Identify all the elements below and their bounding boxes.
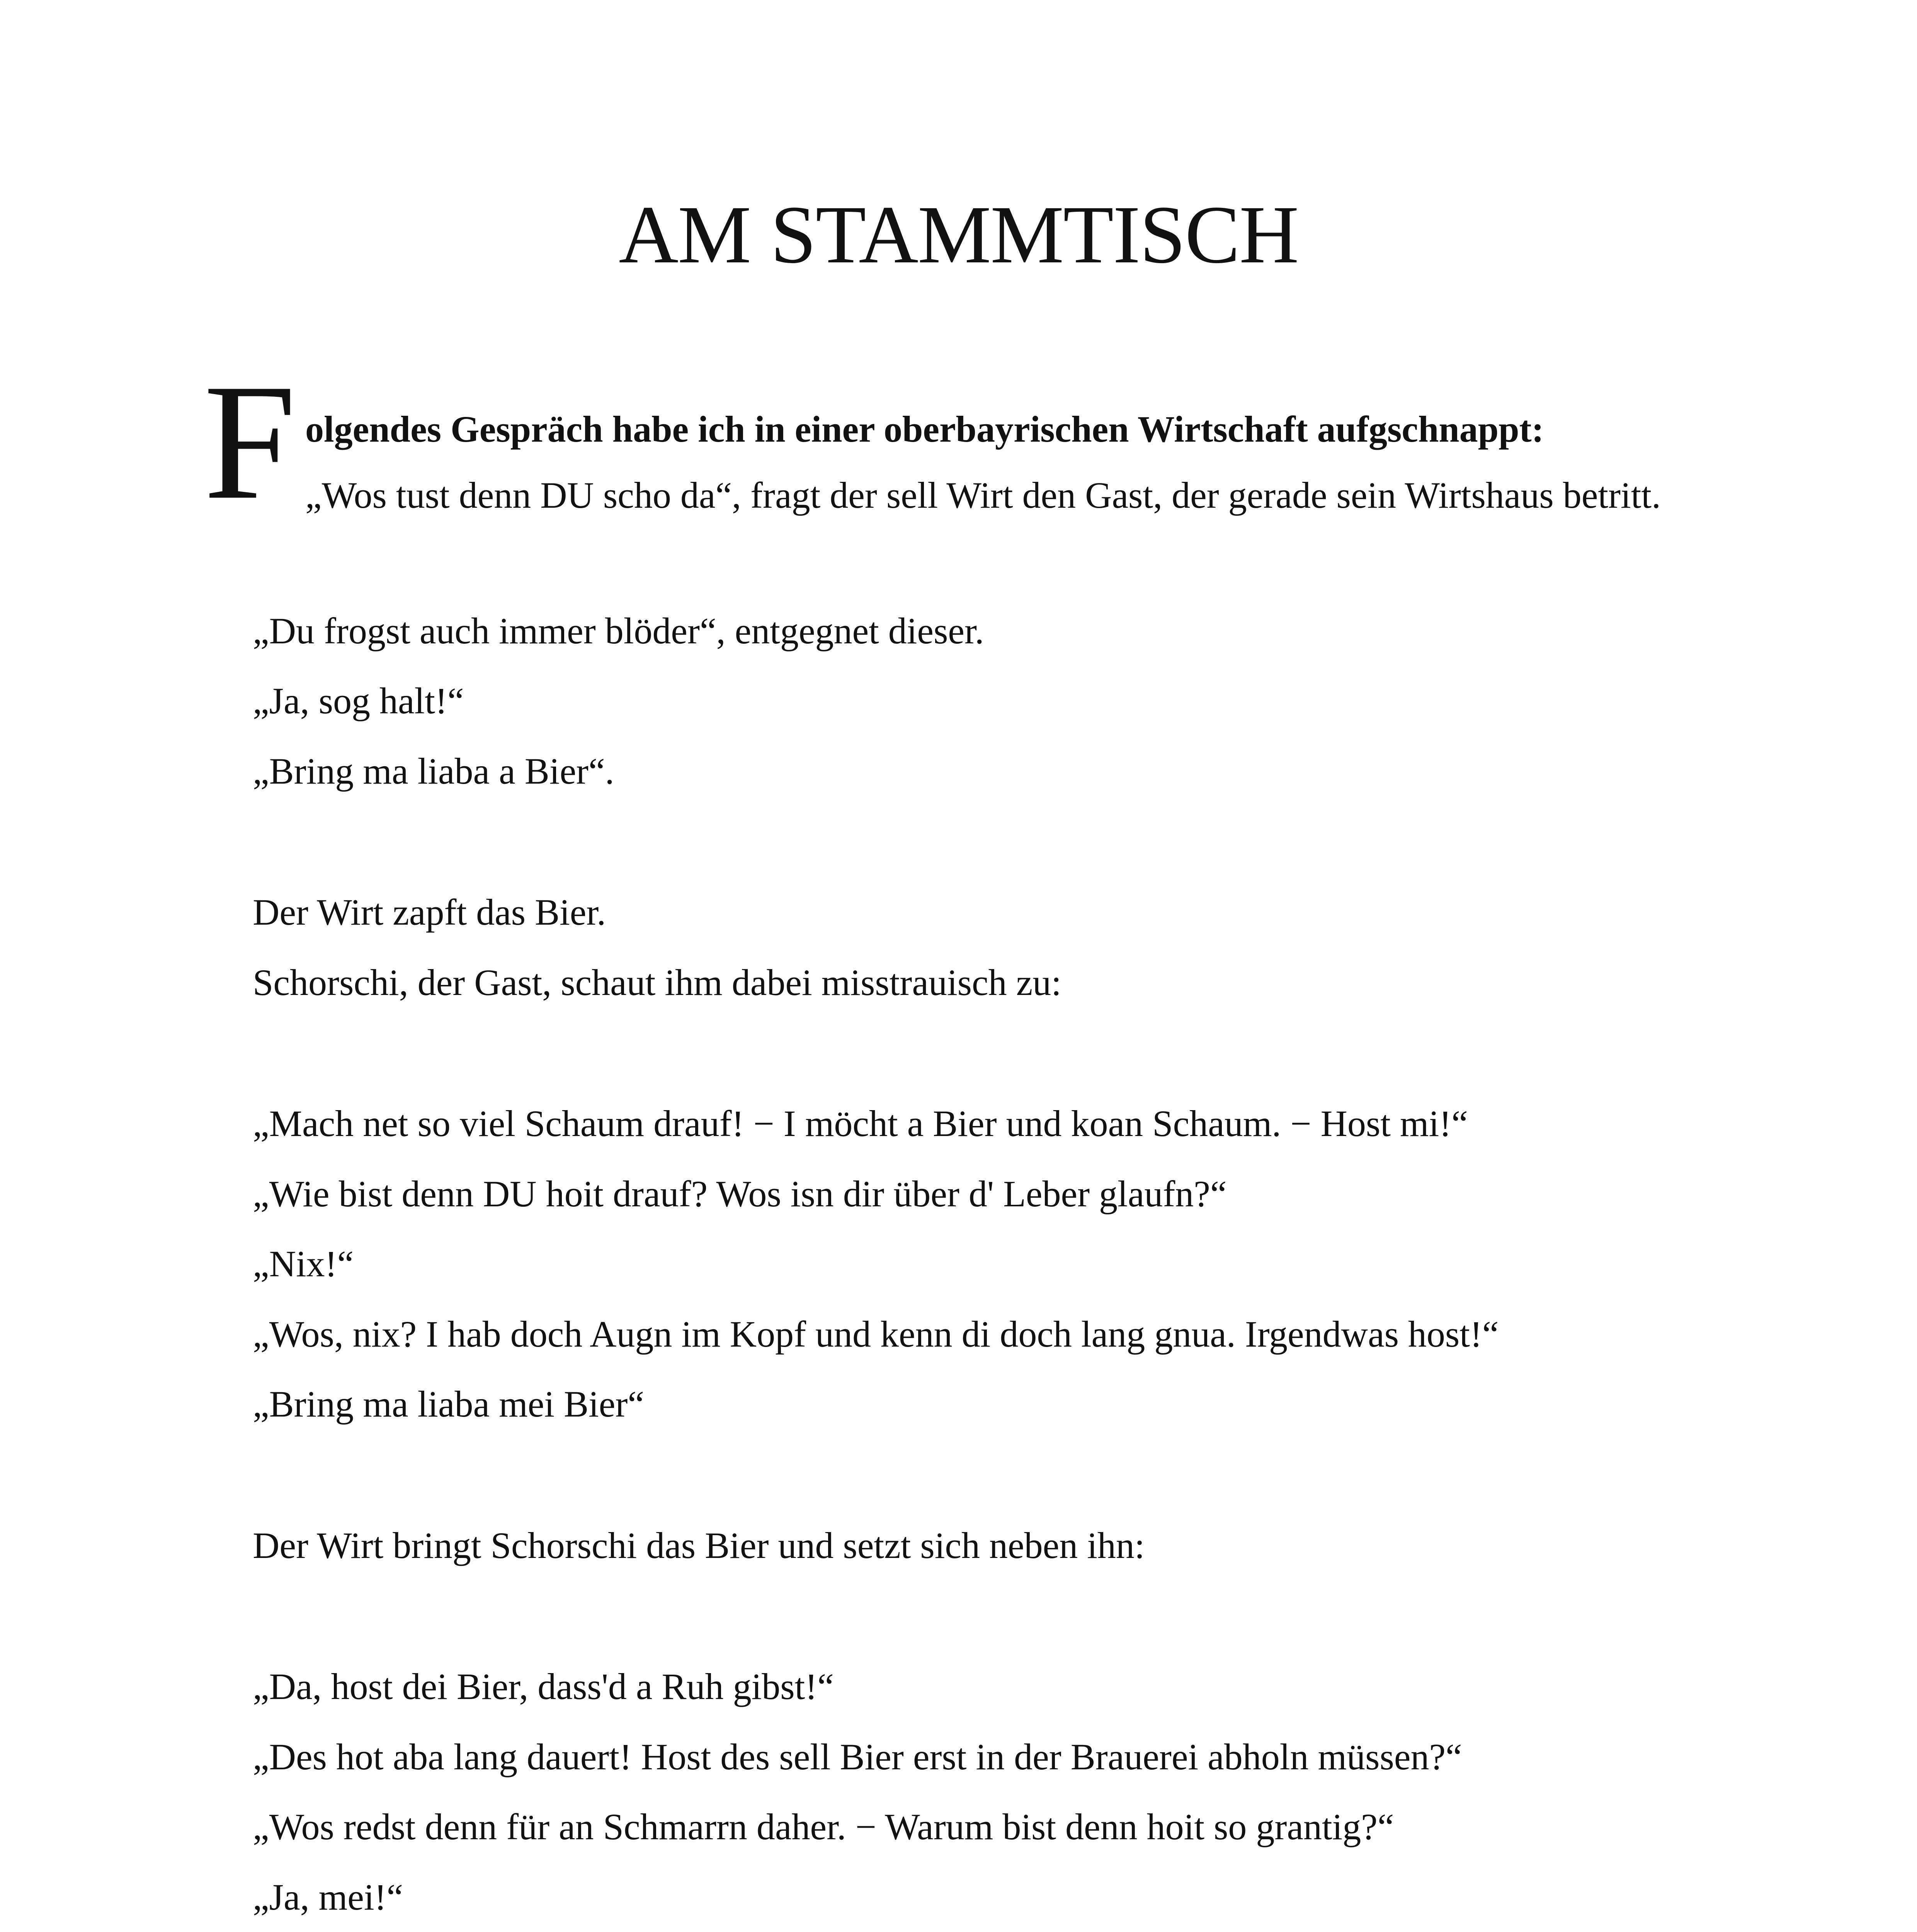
intro-dialogue-line: „Wos tust denn DU scho da“, fragt der sell Wirt den Gast, der gerade sein Wirtshaus betritt. [305,474,1661,516]
text-line: „Des hot aba lang dauert! Host des sell Bier erst in der Brauerei abholn müssen?“ [253,1736,1462,1777]
page-title: AM STAMMTISCH [619,189,1298,281]
text-line: Der Wirt bringt Schorschi das Bier und setzt sich neben ihn: [253,1525,1145,1566]
text-line: „Ja, sog halt!“ [253,680,464,721]
text-line: „Da, host dei Bier, dass'd a Ruh gibst!“ [253,1666,834,1707]
drop-cap: F [204,350,296,534]
text-line: „Ja, mei!“ [253,1876,403,1918]
text-line: „Wie bist denn DU hoit drauf? Wos isn dir über d' Leber glaufn?“ [253,1173,1227,1214]
text-line: „Nix!“ [253,1243,354,1284]
text-line: „Du frogst auch immer blöder“, entgegnet dieser. [253,610,984,651]
text-line: Der Wirt zapft das Bier. [253,891,606,933]
intro-bold-line: olgendes Gespräch habe ich in einer oberbayrischen Wirtschaft aufgschnappt: [305,408,1544,450]
text-line: „Wos, nix? I hab doch Augn im Kopf und kenn di doch lang gnua. Irgendwas host!“ [253,1313,1499,1355]
text-line: „Mach net so viel Schaum drauf! − I möcht a Bier und koan Schaum. − Host mi!“ [253,1103,1468,1144]
text-line: „Bring ma liaba mei Bier“ [253,1383,644,1425]
text-line: Schorschi, der Gast, schaut ihm dabei misstrauisch zu: [253,962,1061,1003]
text-line: „Wos redst denn für an Schmarrn daher. − Warum bist denn hoit so grantig?“ [253,1806,1394,1847]
text-line: „Bring ma liaba a Bier“. [253,750,614,792]
